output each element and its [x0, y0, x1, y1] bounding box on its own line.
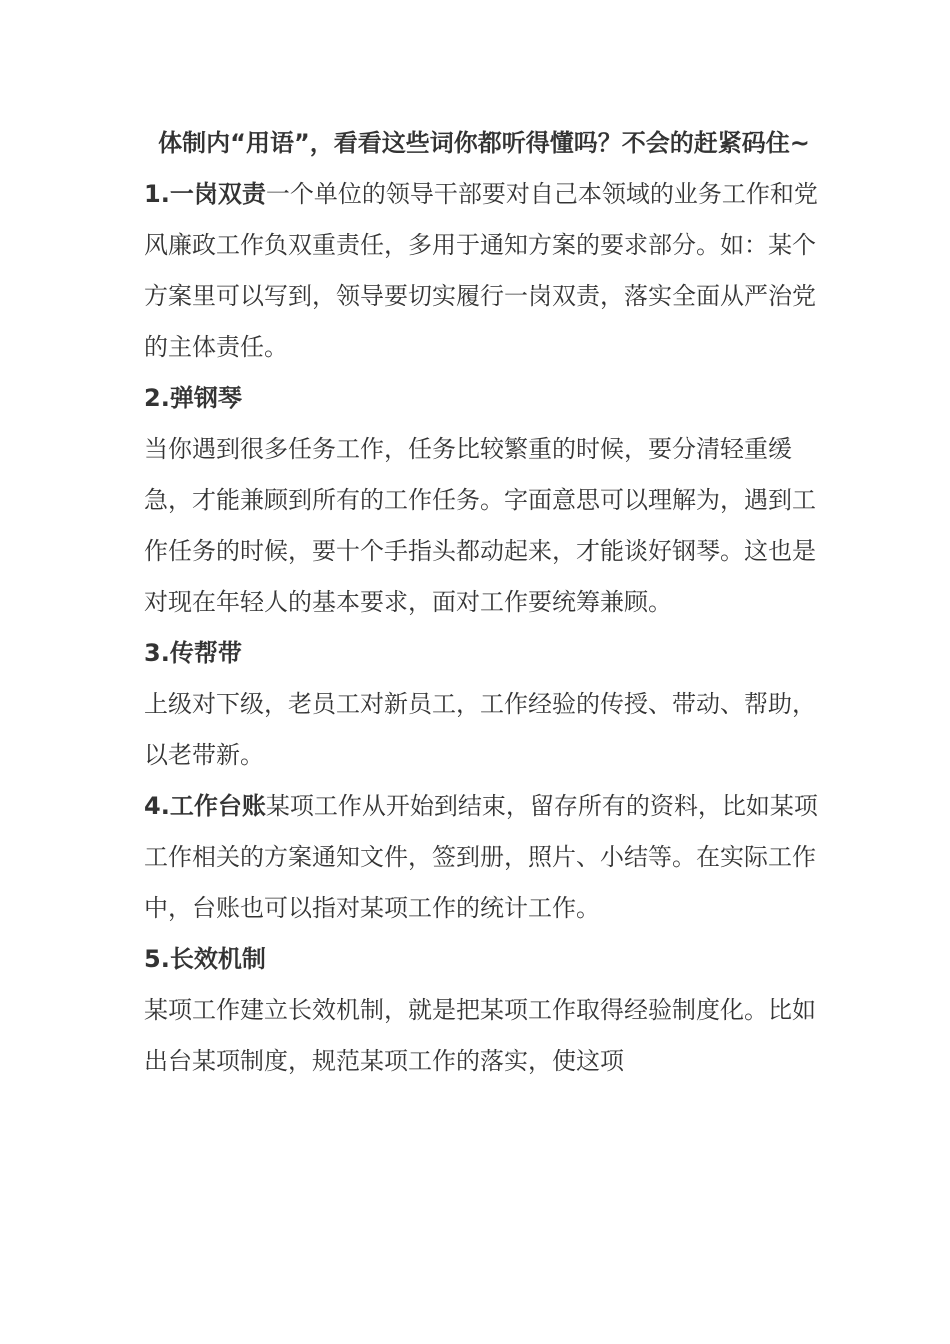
document-title: 体制内“用语”，看看这些词你都听得懂吗？不会的赶紧码住~ — [158, 129, 810, 157]
item-5-term: 5.长效机制 — [144, 945, 266, 973]
item-3-body: 上级对下级，老员工对新员工，工作经验的传授、带动、帮助，以老带新。 — [144, 690, 816, 769]
item-1-paragraph — [144, 169, 824, 373]
document-page — [144, 118, 824, 1087]
item-3-term: 3.传帮带 — [144, 639, 242, 667]
item-2-body: 当你遇到很多任务工作，任务比较繁重的时候，要分清轻重缓急，才能兼顾到所有的工作任务。字面意思可以理解为，遇到工作任务的时候，要十个手指头都动起来，才能谈好钢琴。这也是对现在年轻人的基本要求，面对工作要统筹兼顾。 — [144, 435, 816, 616]
item-1-term: 1.一岗双责 — [144, 180, 266, 208]
item-4-paragraph — [144, 781, 824, 934]
item-4-body: 某项工作从开始到结束，留存所有的资料，比如某项工作相关的方案通知文件，签到册，照片、小结等。在实际工作中，台账也可以指对某项工作的统计工作。 — [144, 792, 818, 922]
item-1-body: 一个单位的领导干部要对自己本领域的业务工作和党风廉政工作负双重责任，多用于通知方案的要求部分。如：某个方案里可以写到，领导要切实履行一岗双责，落实全面从严治党的主体责任。 — [144, 180, 818, 361]
item-4-term: 4.工作台账 — [144, 792, 266, 820]
item-5-body: 某项工作建立长效机制，就是把某项工作取得经验制度化。比如出台某项制度，规范某项工作的落实，使这项 — [144, 996, 816, 1075]
item-2-term: 2.弹钢琴 — [144, 384, 242, 412]
